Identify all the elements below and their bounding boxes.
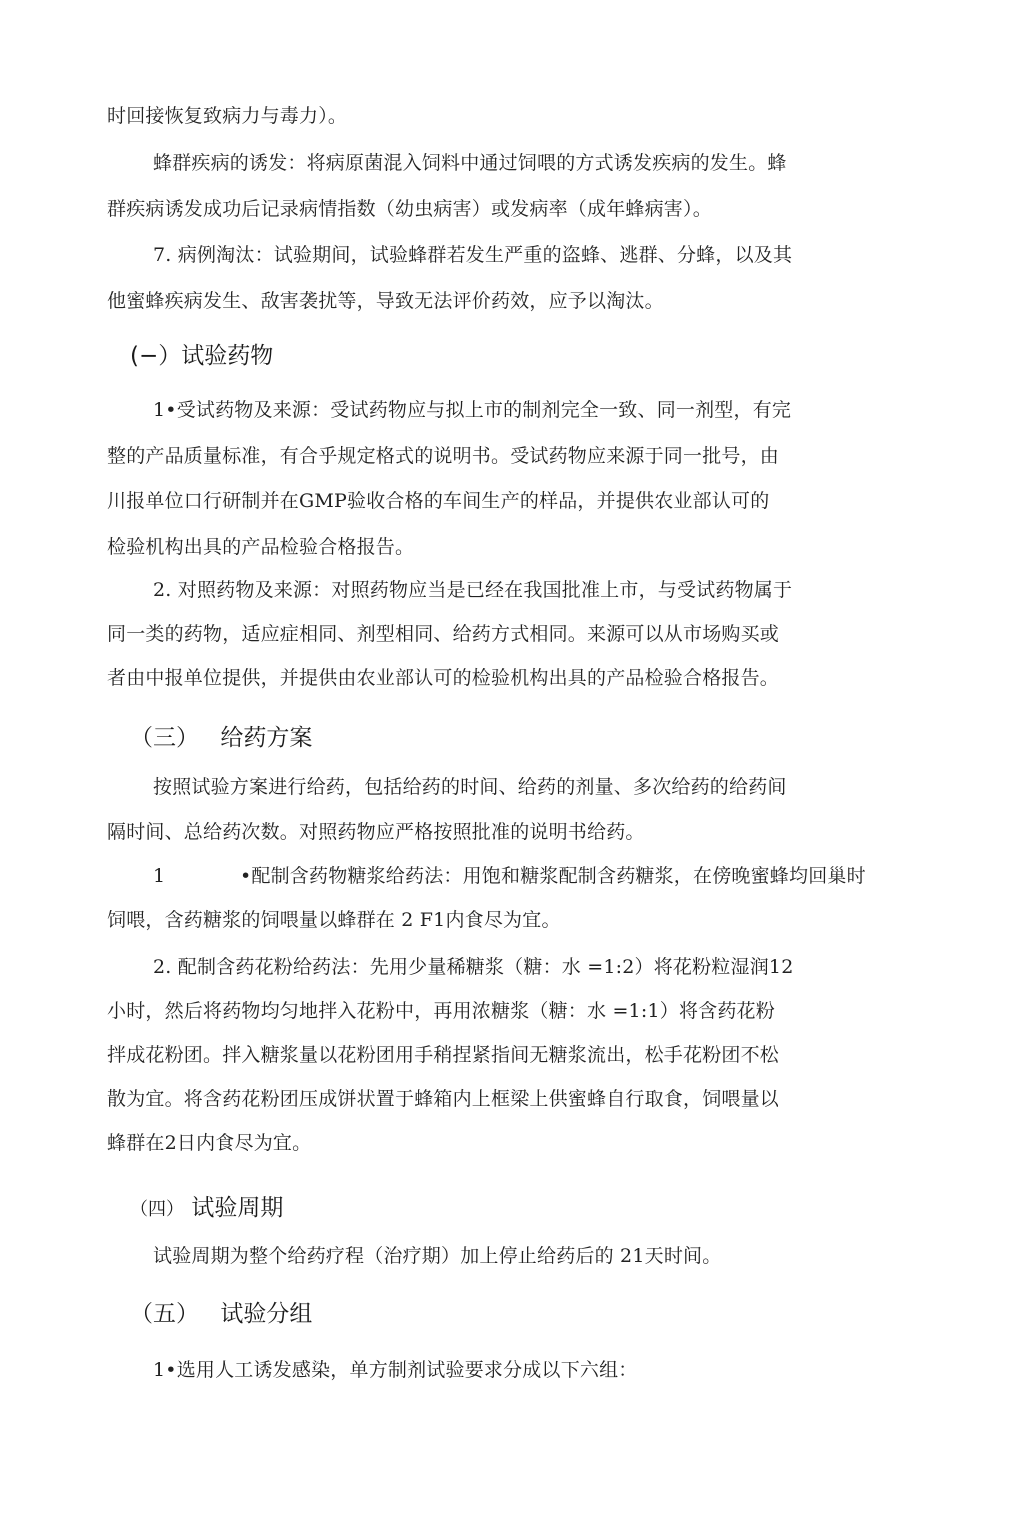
text-line: •配制含药物糖浆给药法：用饱和糖浆配制含药糖浆，在傍晚蜜蜂均回巢时 xyxy=(240,865,866,887)
text-line: 小时，然后将药物均匀地拌入花粉中，再用浓糖浆（糖：水 =1:1）将含药花粉 xyxy=(107,1000,775,1022)
section-heading-number: （五） xyxy=(130,1301,199,1327)
text-line: 蜂群疾病的诱发：将病原菌混入饲料中通过饲喂的方式诱发疾病的发生。蜂 xyxy=(153,152,787,174)
text-line: 1•选用人工诱发感染，单方制剂试验要求分成以下六组： xyxy=(153,1359,638,1381)
section-heading-period xyxy=(130,1194,283,1224)
section-heading-title: 试验周期 xyxy=(191,1195,284,1221)
section-heading-title: 给药方案 xyxy=(220,725,313,751)
text-line: 2. 配制含药花粉给药法：先用少量稀糖浆（糖：水 =1:2）将花粉粒湿润12 xyxy=(153,956,794,978)
text-line: 饲喂，含药糖浆的饲喂量以蜂群在 2 F1内食尽为宜。 xyxy=(107,909,561,931)
text-line: 蜂群在2日内食尽为宜。 xyxy=(107,1132,312,1154)
section-heading-number: （四） xyxy=(130,1199,184,1220)
text-line: 2. 对照药物及来源：对照药物应当是已经在我国批准上市，与受试药物属于 xyxy=(153,579,793,601)
list-item-number: 1 xyxy=(153,865,166,887)
text-line: 7. 病例淘汰：试验期间，试验蜂群若发生严重的盗蜂、逃群、分蜂，以及其 xyxy=(153,244,793,266)
text-line: 检验机构出具的产品检验合格报告。 xyxy=(107,536,415,558)
text-line: 隔时间、总给药次数。对照药物应严格按照批准的说明书给药。 xyxy=(107,821,645,843)
text-line: 整的产品质量标准，有合乎规定格式的说明书。受试药物应来源于同一批号，由 xyxy=(107,445,780,467)
text-line: 同一类的药物，适应症相同、剂型相同、给药方式相同。来源可以从市场购买或 xyxy=(107,623,780,645)
text-line: 者由中报单位提供，并提供由农业部认可的检验机构出具的产品检验合格报告。 xyxy=(107,667,780,689)
text-line: 1•受试药物及来源：受试药物应与拟上市的制剂完全一致、同一剂型，有完 xyxy=(153,399,792,421)
text-line: 川报单位口行研制并在GMP验收合格的车间生产的样品，并提供农业部认可的 xyxy=(107,490,770,512)
section-heading-dosing xyxy=(130,724,312,752)
text-line: 拌成花粉团。拌入糖浆量以花粉团用手稍捏紧指间无糖浆流出，松手花粉团不松 xyxy=(107,1044,780,1066)
text-line: 按照试验方案进行给药，包括给药的时间、给药的剂量、多次给药的给药间 xyxy=(153,776,787,798)
text-line: 散为宜。将含药花粉团压成饼状置于蜂箱内上框梁上供蜜蜂自行取食，饲喂量以 xyxy=(107,1088,780,1110)
section-heading-number: （三） xyxy=(130,725,199,751)
text-line: 试验周期为整个给药疗程（治疗期）加上停止给药后的 21天时间。 xyxy=(153,1245,722,1267)
text-line: 群疾病诱发成功后记录病情指数（幼虫病害）或发病率（成年蜂病害）。 xyxy=(107,198,712,220)
section-heading-drug: (−）试验药物 xyxy=(130,343,274,369)
text-line: 时回接恢复致病力与毒力）。 xyxy=(107,105,348,127)
text-line: 他蜜蜂疾病发生、敌害袭扰等，导致无法评价药效，应予以淘汰。 xyxy=(107,290,664,312)
section-heading-grouping xyxy=(130,1300,312,1328)
section-heading-title: 试验分组 xyxy=(220,1301,313,1327)
